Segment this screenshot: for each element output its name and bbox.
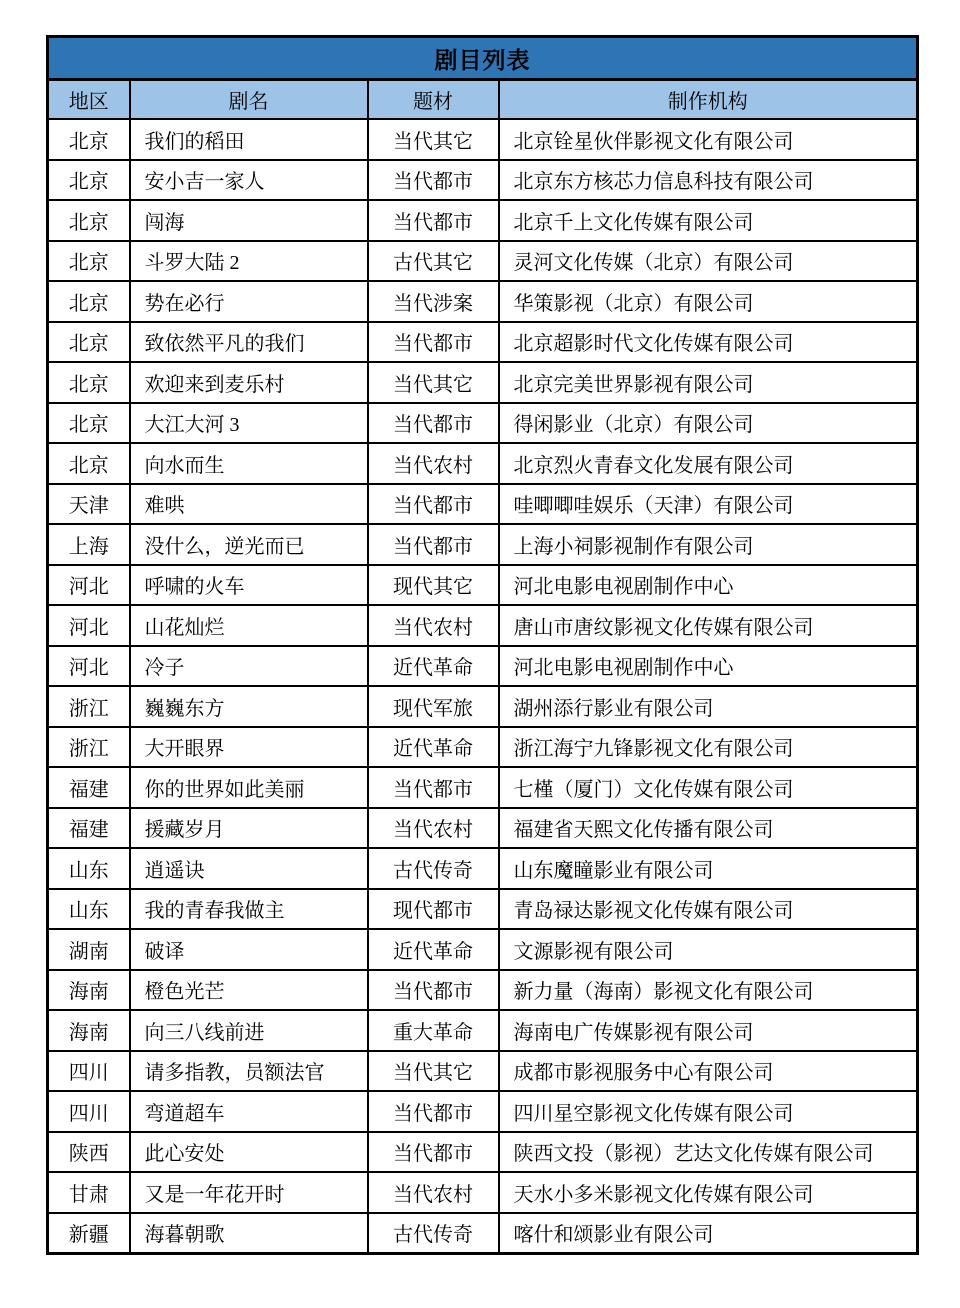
column-header-company: 制作机构 [499, 80, 918, 120]
cell-genre: 当代都市 [368, 767, 499, 808]
table-row [48, 605, 918, 646]
cell-region: 海南 [48, 1010, 130, 1051]
cell-company: 华策影视（北京）有限公司 [499, 281, 918, 322]
cell-company: 哇唧唧哇娱乐（天津）有限公司 [499, 484, 918, 525]
column-header-region: 地区 [48, 80, 130, 120]
table-row [48, 808, 918, 849]
cell-region: 河北 [48, 605, 130, 646]
column-header-genre: 题材 [368, 80, 499, 120]
cell-title: 没什么，逆光而已 [130, 524, 368, 565]
table-row [48, 929, 918, 970]
cell-title: 向三八线前进 [130, 1010, 368, 1051]
cell-region: 北京 [48, 160, 130, 201]
table-row [48, 970, 918, 1011]
cell-company: 北京烈火青春文化发展有限公司 [499, 443, 918, 484]
table-row [48, 524, 918, 565]
cell-title: 巍巍东方 [130, 686, 368, 727]
cell-genre: 当代农村 [368, 1172, 499, 1213]
cell-company: 北京铨星伙伴影视文化有限公司 [499, 119, 918, 160]
table-row [48, 322, 918, 363]
table-title-row [48, 37, 918, 80]
table-row [48, 160, 918, 201]
cell-title: 难哄 [130, 484, 368, 525]
cell-title: 破译 [130, 929, 368, 970]
cell-genre: 当代都市 [368, 484, 499, 525]
cell-company: 上海小祠影视制作有限公司 [499, 524, 918, 565]
table-row [48, 1051, 918, 1092]
cell-region: 山东 [48, 848, 130, 889]
table-row [48, 767, 918, 808]
cell-company: 喀什和颂影业有限公司 [499, 1213, 918, 1254]
cell-title: 我们的稻田 [130, 119, 368, 160]
cell-company: 陕西文投（影视）艺达文化传媒有限公司 [499, 1132, 918, 1173]
cell-region: 海南 [48, 970, 130, 1011]
cell-region: 北京 [48, 362, 130, 403]
cell-company: 灵河文化传媒（北京）有限公司 [499, 241, 918, 282]
table-row [48, 119, 918, 160]
cell-company: 青岛禄达影视文化传媒有限公司 [499, 889, 918, 930]
cell-title: 请多指教，员额法官 [130, 1051, 368, 1092]
cell-genre: 近代革命 [368, 929, 499, 970]
cell-region: 北京 [48, 403, 130, 444]
cell-company: 浙江海宁九锋影视文化有限公司 [499, 727, 918, 768]
cell-genre: 古代传奇 [368, 848, 499, 889]
cell-company: 福建省天熙文化传播有限公司 [499, 808, 918, 849]
cell-title: 逍遥诀 [130, 848, 368, 889]
cell-title: 又是一年花开时 [130, 1172, 368, 1213]
cell-company: 北京超影时代文化传媒有限公司 [499, 322, 918, 363]
cell-genre: 当代都市 [368, 970, 499, 1011]
table-row [48, 1010, 918, 1051]
cell-title: 援藏岁月 [130, 808, 368, 849]
cell-region: 浙江 [48, 686, 130, 727]
cell-genre: 当代其它 [368, 362, 499, 403]
cell-region: 北京 [48, 119, 130, 160]
cell-region: 河北 [48, 565, 130, 606]
cell-genre: 当代都市 [368, 160, 499, 201]
cell-title: 斗罗大陆 2 [130, 241, 368, 282]
cell-region: 北京 [48, 241, 130, 282]
table-row [48, 200, 918, 241]
cell-company: 湖州添行影业有限公司 [499, 686, 918, 727]
cell-company: 北京千上文化传媒有限公司 [499, 200, 918, 241]
table-row [48, 727, 918, 768]
cell-region: 陕西 [48, 1132, 130, 1173]
cell-title: 势在必行 [130, 281, 368, 322]
cell-title: 呼啸的火车 [130, 565, 368, 606]
cell-region: 浙江 [48, 727, 130, 768]
cell-genre: 古代其它 [368, 241, 499, 282]
cell-genre: 近代革命 [368, 727, 499, 768]
table-row [48, 362, 918, 403]
cell-title: 海暮朝歌 [130, 1213, 368, 1254]
cell-company: 北京完美世界影视有限公司 [499, 362, 918, 403]
cell-genre: 现代军旅 [368, 686, 499, 727]
cell-genre: 当代都市 [368, 1091, 499, 1132]
cell-genre: 当代农村 [368, 605, 499, 646]
cell-company: 河北电影电视剧制作中心 [499, 646, 918, 687]
cell-company: 天水小多米影视文化传媒有限公司 [499, 1172, 918, 1213]
table-row [48, 848, 918, 889]
cell-title: 你的世界如此美丽 [130, 767, 368, 808]
cell-region: 北京 [48, 281, 130, 322]
cell-title: 此心安处 [130, 1132, 368, 1173]
cell-genre: 近代革命 [368, 646, 499, 687]
cell-genre: 当代涉案 [368, 281, 499, 322]
table-row [48, 1172, 918, 1213]
cell-region: 福建 [48, 808, 130, 849]
cell-company: 唐山市唐纹影视文化传媒有限公司 [499, 605, 918, 646]
cell-genre: 当代都市 [368, 524, 499, 565]
table-row [48, 443, 918, 484]
cell-region: 山东 [48, 889, 130, 930]
cell-region: 福建 [48, 767, 130, 808]
cell-region: 北京 [48, 322, 130, 363]
table-row [48, 889, 918, 930]
cell-genre: 古代传奇 [368, 1213, 499, 1254]
cell-company: 四川星空影视文化传媒有限公司 [499, 1091, 918, 1132]
table-row [48, 686, 918, 727]
cell-region: 河北 [48, 646, 130, 687]
cell-genre: 当代都市 [368, 322, 499, 363]
cell-genre: 当代其它 [368, 119, 499, 160]
cell-title: 闯海 [130, 200, 368, 241]
cell-genre: 重大革命 [368, 1010, 499, 1051]
cell-region: 上海 [48, 524, 130, 565]
cell-genre: 当代都市 [368, 403, 499, 444]
cell-title: 致依然平凡的我们 [130, 322, 368, 363]
table-row [48, 565, 918, 606]
cell-region: 新疆 [48, 1213, 130, 1254]
cell-title: 大江大河 3 [130, 403, 368, 444]
column-header-title: 剧名 [130, 80, 368, 120]
cell-company: 得闲影业（北京）有限公司 [499, 403, 918, 444]
cell-genre: 当代都市 [368, 200, 499, 241]
table-row [48, 281, 918, 322]
cell-title: 橙色光芒 [130, 970, 368, 1011]
cell-company: 河北电影电视剧制作中心 [499, 565, 918, 606]
cell-genre: 当代都市 [368, 1132, 499, 1173]
cell-title: 冷子 [130, 646, 368, 687]
cell-title: 安小吉一家人 [130, 160, 368, 201]
cell-company: 新力量（海南）影视文化有限公司 [499, 970, 918, 1011]
cell-title: 山花灿烂 [130, 605, 368, 646]
cell-region: 甘肃 [48, 1172, 130, 1213]
cell-genre: 现代都市 [368, 889, 499, 930]
table-row [48, 484, 918, 525]
cell-company: 七槿（厦门）文化传媒有限公司 [499, 767, 918, 808]
table-row [48, 1132, 918, 1173]
cell-region: 北京 [48, 200, 130, 241]
cell-genre: 当代其它 [368, 1051, 499, 1092]
cell-company: 文源影视有限公司 [499, 929, 918, 970]
cell-company: 成都市影视服务中心有限公司 [499, 1051, 918, 1092]
cell-region: 北京 [48, 443, 130, 484]
cell-title: 弯道超车 [130, 1091, 368, 1132]
table-row [48, 1213, 918, 1254]
cell-title: 大开眼界 [130, 727, 368, 768]
table-row [48, 241, 918, 282]
cell-title: 我的青春我做主 [130, 889, 368, 930]
cell-region: 四川 [48, 1051, 130, 1092]
table-title: 剧目列表 [48, 37, 918, 80]
cell-genre: 现代其它 [368, 565, 499, 606]
table-row [48, 646, 918, 687]
cell-title: 向水而生 [130, 443, 368, 484]
cell-genre: 当代农村 [368, 808, 499, 849]
table-header-row [48, 80, 918, 120]
cell-region: 天津 [48, 484, 130, 525]
cell-region: 湖南 [48, 929, 130, 970]
cell-company: 北京东方核芯力信息科技有限公司 [499, 160, 918, 201]
cell-title: 欢迎来到麦乐村 [130, 362, 368, 403]
table-row [48, 403, 918, 444]
drama-list-table [46, 35, 919, 1255]
cell-genre: 当代农村 [368, 443, 499, 484]
cell-company: 山东魔瞳影业有限公司 [499, 848, 918, 889]
cell-region: 四川 [48, 1091, 130, 1132]
cell-company: 海南电广传媒影视有限公司 [499, 1010, 918, 1051]
table-row [48, 1091, 918, 1132]
